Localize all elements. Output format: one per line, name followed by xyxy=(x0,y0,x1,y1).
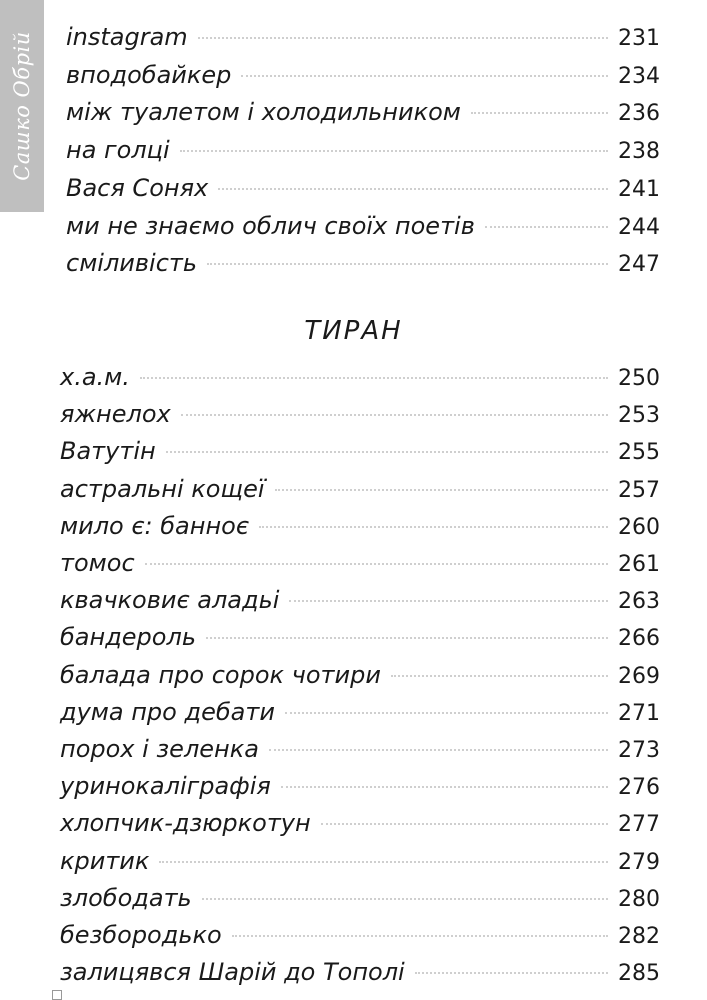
section-heading: ТИРАН xyxy=(304,316,403,346)
entry-title: між туалетом і холодильником xyxy=(66,98,461,127)
dot-leader xyxy=(207,263,608,265)
entry-title: злободать xyxy=(60,883,192,912)
entry-page-number: 253 xyxy=(618,403,660,429)
entry-page-number: 276 xyxy=(618,775,660,801)
toc-entry xyxy=(60,620,660,654)
toc-entry xyxy=(66,133,660,167)
entry-page-number: 273 xyxy=(618,738,660,763)
toc-entry xyxy=(60,509,660,543)
toc-entry xyxy=(60,881,660,915)
entry-page-number: 271 xyxy=(618,700,660,726)
entry-page-number: 282 xyxy=(618,924,660,949)
toc-entry xyxy=(60,397,660,431)
dot-leader xyxy=(275,489,608,491)
toc-entry xyxy=(66,171,660,205)
entry-title: балада про сорок чотири xyxy=(60,660,381,689)
dot-leader xyxy=(166,451,608,453)
entry-title: уринокаліграфія xyxy=(60,772,271,801)
entry-title: бандероль xyxy=(60,623,196,652)
entry-title: Вася Соняx xyxy=(66,173,209,202)
entry-title: х.а.м. xyxy=(60,363,130,391)
entry-title: Ватутін xyxy=(60,437,156,466)
toc-entry xyxy=(66,246,660,280)
entry-title: безбородько xyxy=(60,921,222,949)
toc-entry xyxy=(60,472,660,506)
dot-leader xyxy=(202,898,608,900)
dot-leader xyxy=(218,188,608,190)
entry-page-number: 279 xyxy=(618,849,660,875)
entry-title: залицявся Шарій до Тополі xyxy=(60,958,405,987)
toc-entry xyxy=(60,918,660,952)
dot-leader xyxy=(241,75,608,77)
dot-leader xyxy=(180,150,608,152)
entry-page-number: 285 xyxy=(618,961,660,987)
entry-page-number: 241 xyxy=(618,176,660,202)
toc-entry xyxy=(66,20,660,54)
dot-leader xyxy=(285,712,608,714)
toc-entry xyxy=(60,658,660,692)
entry-title: вподобайкер xyxy=(66,60,232,89)
entry-page-number: 277 xyxy=(618,812,660,838)
entry-title: квачковиє аладьі xyxy=(60,586,280,615)
entry-page-number: 269 xyxy=(618,663,660,689)
dot-leader xyxy=(206,637,608,639)
dot-leader xyxy=(391,675,608,677)
entry-title: яжнелох xyxy=(60,400,171,429)
dot-leader xyxy=(485,226,608,228)
dot-leader xyxy=(140,377,608,379)
entry-page-number: 231 xyxy=(618,26,660,51)
dot-leader xyxy=(259,526,608,528)
dot-leader xyxy=(281,786,608,788)
dot-leader xyxy=(321,823,608,825)
entry-title: сміливість xyxy=(66,249,198,278)
entry-title: хлопчик-дзюркотун xyxy=(60,809,311,838)
dot-leader xyxy=(471,112,608,114)
entry-title: критик xyxy=(60,846,150,875)
toc-entry xyxy=(60,546,660,580)
toc-entry xyxy=(60,806,660,840)
entry-page-number: 236 xyxy=(618,101,660,127)
entry-title: ми не знаємо облич своїх поетів xyxy=(66,211,475,240)
entry-title: мило є: банноє xyxy=(60,511,249,540)
entry-title: томос xyxy=(60,549,135,577)
entry-title: астральні кощеї xyxy=(60,474,265,503)
toc-entry xyxy=(66,209,660,243)
dot-leader xyxy=(269,749,608,751)
toc-entry xyxy=(60,360,660,394)
toc-entry xyxy=(66,58,660,92)
toc-entry xyxy=(60,583,660,617)
entry-page-number: 244 xyxy=(618,214,660,240)
dot-leader xyxy=(145,563,608,565)
corner-mark xyxy=(52,990,62,1000)
toc-entry xyxy=(66,95,660,129)
dot-leader xyxy=(159,861,608,863)
dot-leader xyxy=(198,37,608,39)
toc-entry xyxy=(60,695,660,729)
entry-page-number: 257 xyxy=(618,477,660,503)
entry-title: дума про дебати xyxy=(60,697,275,726)
entry-page-number: 255 xyxy=(618,440,660,466)
dot-leader xyxy=(415,972,608,974)
toc-entry xyxy=(60,434,660,468)
entry-title: на голці xyxy=(66,136,170,165)
dot-leader xyxy=(232,935,608,937)
entry-page-number: 238 xyxy=(618,139,660,165)
entry-page-number: 266 xyxy=(618,626,660,652)
entry-page-number: 261 xyxy=(618,552,660,577)
entry-page-number: 250 xyxy=(618,366,660,391)
entry-page-number: 260 xyxy=(618,514,660,540)
entry-page-number: 280 xyxy=(618,886,660,912)
toc-entry xyxy=(60,955,660,989)
entry-title: instagram xyxy=(66,23,188,51)
dot-leader xyxy=(289,600,608,602)
toc-entry xyxy=(60,769,660,803)
toc-entry xyxy=(60,844,660,878)
entry-page-number: 247 xyxy=(618,252,660,278)
toc-entry xyxy=(60,732,660,766)
entry-page-number: 263 xyxy=(618,589,660,615)
entry-title: порох і зеленка xyxy=(60,735,259,763)
author-name: Сашко Обрій xyxy=(10,31,34,181)
dot-leader xyxy=(181,414,608,416)
entry-page-number: 234 xyxy=(618,63,660,89)
